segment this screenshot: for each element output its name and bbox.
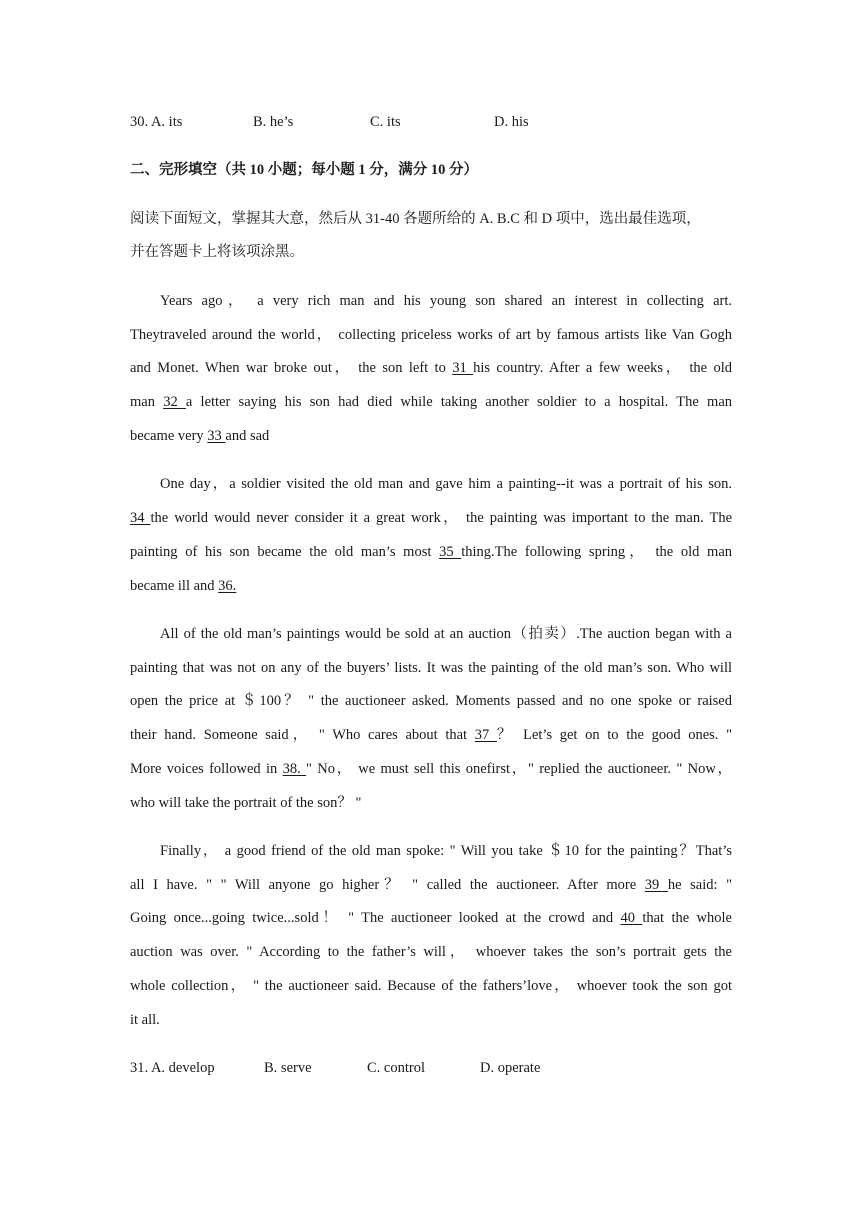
p3-line-2: painting that was not on any of the buyers’ lists. It was the painting of the old man’s son. Who will bbox=[130, 660, 732, 676]
p2-line-3: painting of his son became the old man’s most 35 thing.The following spring， the old man bbox=[130, 544, 732, 560]
p4-line-5: whole collection， " the auctioneer said. Because of the fathers’love， whoever took the son got bbox=[130, 978, 732, 994]
q31-option-a: 31. A. develop bbox=[130, 1060, 215, 1076]
instruction-line-1: 阅读下面短文，掌握其大意，然后从 31-40 各题所给的 A. B.C 和 D 项中，选出最佳选项， bbox=[130, 211, 701, 227]
q30-option-b: B. he’s bbox=[253, 114, 294, 130]
p1-line-2: Theytraveled around the world， collecting priceless works of art by famous artists like Van Gogh bbox=[130, 327, 732, 343]
p4-line-2: all I have. " " Will anyone go higher？ " called the auctioneer. After more 39 he said: " bbox=[130, 877, 733, 893]
p3-line-6: who will take the portrait of the son？ " bbox=[130, 795, 362, 811]
blank-40[interactable]: 40 bbox=[620, 910, 643, 926]
q30-option-d: D. his bbox=[494, 114, 529, 130]
instruction-line-2: 并在答题卡上将该项涂黑。 bbox=[130, 244, 304, 260]
blank-35[interactable]: 35 bbox=[439, 544, 462, 560]
blank-31[interactable]: 31 bbox=[452, 360, 474, 376]
p3-line-4: their hand. Someone said， " Who cares about that 37 ？ Let’s get on to the good ones. " bbox=[130, 727, 732, 743]
p1-line-3: and Monet. When war broke out， the son left to 31 his country. After a few weeks， the old bbox=[130, 360, 733, 376]
q31-option-c: C. control bbox=[367, 1060, 425, 1076]
q31-option-d: D. operate bbox=[480, 1060, 541, 1076]
q31-option-b: B. serve bbox=[264, 1060, 312, 1076]
p4-line-1: Finally， a good friend of the old man spoke: " Will you take ＄10 for the painting？That’s bbox=[160, 843, 732, 859]
blank-37[interactable]: 37 bbox=[474, 727, 497, 743]
blank-33[interactable]: 33 bbox=[207, 428, 226, 444]
p2-line-4: became ill and 36. bbox=[130, 578, 237, 594]
p1-line-1: Years ago， a very rich man and his young son shared an interest in collecting art. bbox=[160, 293, 732, 309]
p1-line-4: man 32 a letter saying his son had died while taking another soldier to a hospital. The man bbox=[130, 394, 733, 410]
p3-line-5: More voices followed in 38. " No， we must sell this onefirst，" replied the auctioneer. " Now， bbox=[130, 761, 732, 777]
p2-line-1: One day，a soldier visited the old man and gave him a painting--it was a portrait of his son. bbox=[160, 476, 732, 492]
blank-34[interactable]: 34 bbox=[130, 510, 151, 526]
p3-line-3: open the price at ＄100？ " the auctioneer asked. Moments passed and no one spoke or raised bbox=[130, 693, 732, 709]
section-heading: 二、完形填空（共 10 小题；每小题 1 分，满分 10 分） bbox=[130, 162, 478, 178]
blank-36[interactable]: 36. bbox=[218, 578, 237, 594]
blank-32[interactable]: 32 bbox=[163, 394, 186, 410]
p1-line-5: became very 33 and sad bbox=[130, 428, 270, 444]
q30-option-a: 30. A. its bbox=[130, 114, 183, 130]
blank-38[interactable]: 38. bbox=[282, 761, 307, 777]
blank-39[interactable]: 39 bbox=[644, 877, 668, 893]
p4-line-6: it all. bbox=[130, 1012, 160, 1028]
p3-line-1: All of the old man’s paintings would be sold at an auction（拍卖）.The auction began with a bbox=[160, 626, 732, 642]
p4-line-4: auction was over. " According to the father’s will， whoever takes the son’s portrait gets the bbox=[130, 944, 732, 960]
q30-option-c: C. its bbox=[370, 114, 401, 130]
p2-line-2: 34 the world would never consider it a great work， the painting was important to the man. The bbox=[130, 510, 733, 526]
p4-line-3: Going once...going twice...sold！ " The auctioneer looked at the crowd and 40 that the whole bbox=[130, 910, 732, 926]
